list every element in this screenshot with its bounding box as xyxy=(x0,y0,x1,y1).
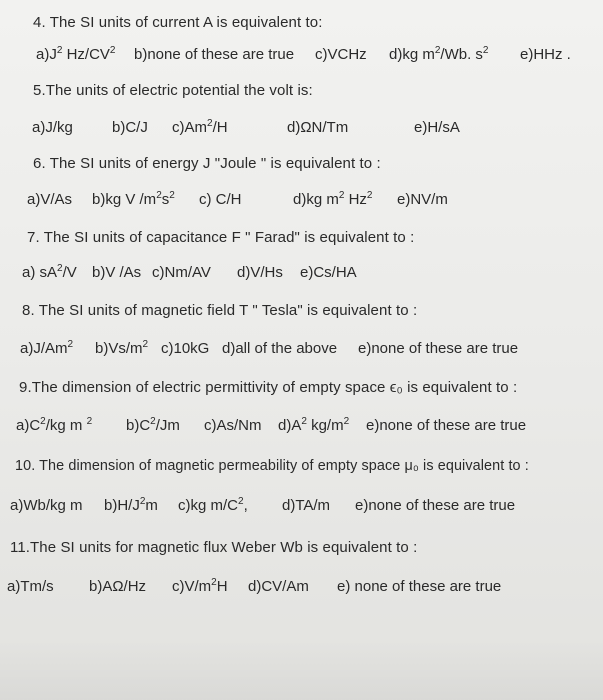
option-e: e)none of these are true xyxy=(355,497,516,514)
option-e: e)NV/m xyxy=(397,191,448,208)
option-c: c)10kG xyxy=(161,340,210,357)
option-e: e)none of these are true xyxy=(366,417,527,434)
option-b: b)C/J xyxy=(112,119,148,136)
question-7-title: 7. The SI units of capacitance F " Farad" is equivalent to : xyxy=(27,229,415,246)
question-9-title: 9.The dimension of electric permittivity of empty space ϵ₀ is equivalent to : xyxy=(19,379,518,396)
option-b: $b)Vs/m^2$ xyxy=(95,339,149,357)
option-b: b)V /As xyxy=(92,264,142,281)
option-a: $a)C^2/kg$ m $^2$ xyxy=(16,416,93,434)
option-a: a)J/kg xyxy=(32,119,73,136)
option-b: $b)H/J^2m$ xyxy=(104,496,158,514)
option-e: e)H/sA xyxy=(414,119,460,136)
question-4-title: 4. The SI units of current A is equivalent to: xyxy=(33,14,323,31)
option-c: c)VCHz xyxy=(315,46,367,63)
option-c: c)kg $m/C^2$, xyxy=(178,496,248,514)
option-b: b)none of these are true xyxy=(134,46,295,63)
question-5-title: 5.The units of electric potential the volt is: xyxy=(33,82,313,99)
option-d: $d)A^2$ $kg/m^2$ xyxy=(278,416,350,434)
option-e: e)HHz . xyxy=(520,46,571,63)
option-a: a) $sA^2/V$ xyxy=(22,263,77,281)
option-c: $c)V/m^2H$ xyxy=(172,577,228,595)
option-d: d)ΩN/Tm xyxy=(287,119,349,136)
option-a: a)Tm/s xyxy=(7,578,54,595)
option-d: d)CV/Am xyxy=(248,578,309,595)
option-b: b)kg V $/m^2s^2$ xyxy=(92,190,175,208)
option-c: c) C/H xyxy=(199,191,242,208)
option-b: $b)C^2/Jm$ xyxy=(126,416,180,434)
paper-shadow xyxy=(0,640,603,700)
option-e: e)Cs/HA xyxy=(300,264,357,281)
option-a: $a)J^2$ $Hz/CV^2$ xyxy=(36,45,116,63)
option-c: c)Am$^2$/H xyxy=(172,118,228,136)
option-e: e)none of these are true xyxy=(358,340,519,357)
option-a: a)Wb/kg m xyxy=(10,497,83,514)
option-d: d)V/Hs xyxy=(237,264,283,281)
option-d: d)kg $m^2/Wb$. $s^2$ xyxy=(389,45,489,63)
question-10-title: 10. The dimension of magnetic permeability of empty space μ₀ is equivalent to : xyxy=(15,458,529,474)
option-a: a)J/Am$^2$ xyxy=(20,339,74,357)
option-d: d)TA/m xyxy=(282,497,331,514)
option-a: a)V/As xyxy=(27,191,73,208)
question-8-title: 8. The SI units of magnetic field T " Tesla" is equivalent to : xyxy=(22,302,418,319)
option-e: e) none of these are true xyxy=(337,578,502,595)
option-d: d)kg $m^2$ Hz$^2$ xyxy=(293,190,373,208)
option-b: b)AΩ/Hz xyxy=(89,578,147,595)
option-c: c)As/Nm xyxy=(204,417,262,434)
option-c: c)Nm/AV xyxy=(152,264,211,281)
option-d: d)all of the above xyxy=(222,340,338,357)
question-11-title: 11.The SI units for magnetic flux Weber Wb is equivalent to : xyxy=(10,539,418,556)
question-6-title: 6. The SI units of energy J "Joule " is equivalent to : xyxy=(33,155,381,172)
